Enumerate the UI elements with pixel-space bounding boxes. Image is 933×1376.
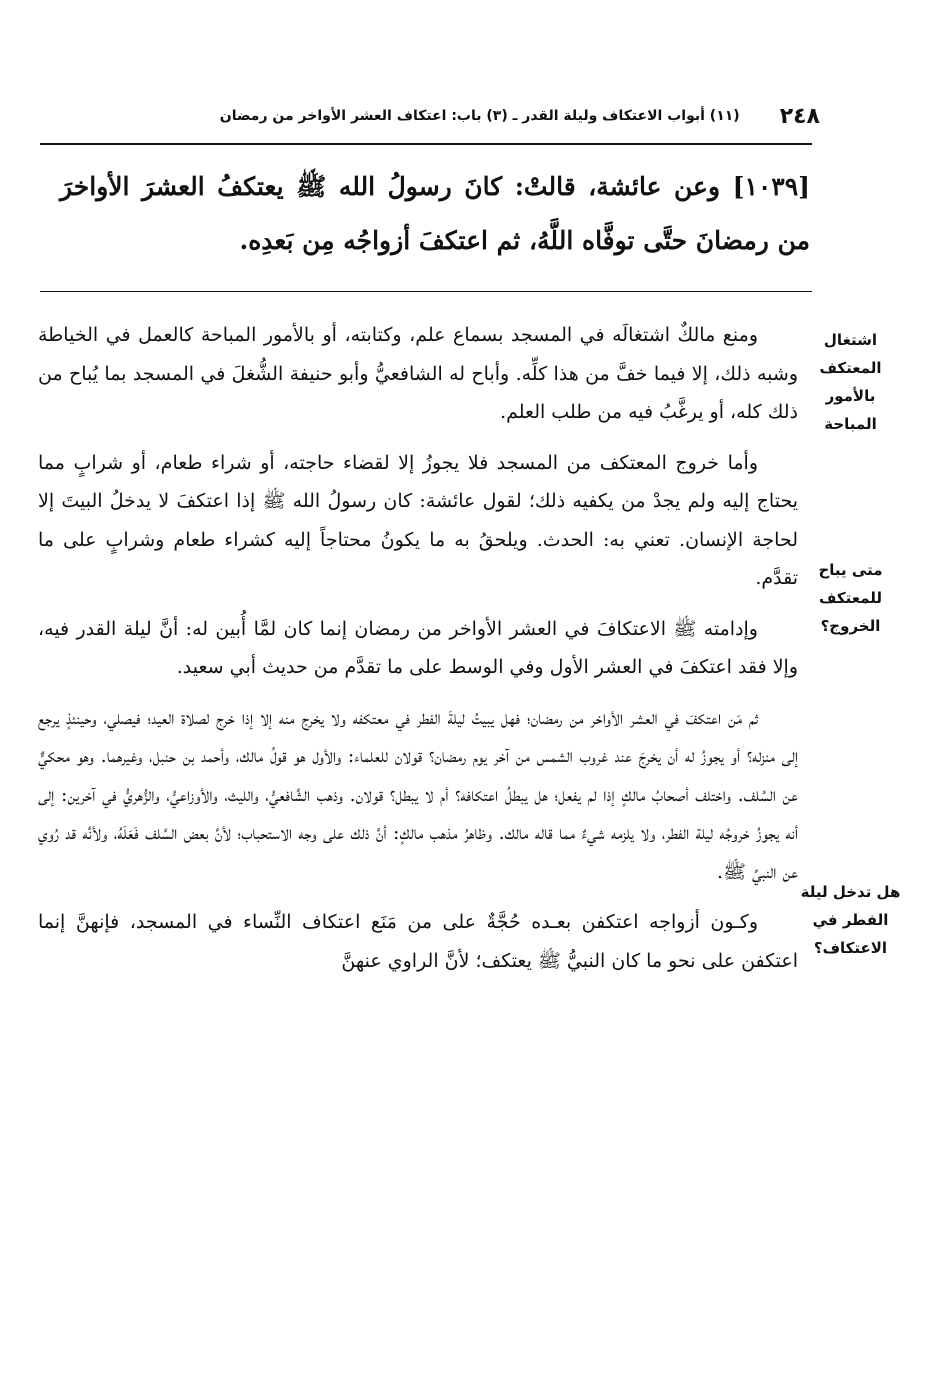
commentary bbox=[38, 316, 798, 992]
paragraph: ومنع مالكٌ اشتغالَه في المسجد بسماع علم، وكتابته، أو بالأمور المباحة كالعمل في الخياطة وشبه ذلك، إلا فيما خفَّ من هذا كلِّه. وأباح له الشافعيُّ وأبو حنيفة الشُّغلَ في المسجد بما يُباح من ذلك كله، أو يرغَّبُ فيه من طلب العلم. bbox=[38, 324, 798, 423]
hadith-text: [١٠٣٩] وعن عائشة، قالتْ: كانَ رسولُ الله ﷺ يعتكفُ العشرَ الأواخرَ من رمضانَ حتَّى توفَّاه اللَّهُ، ثم اعتكفَ أزواجُه مِن بَعدِه. bbox=[60, 172, 810, 255]
paragraph: وأما خروج المعتكف من المسجد فلا يجوزُ إلا لقضاء حاجته، أو شراء طعام، أو شرابٍ مما يحتاج إليه ولم يجدْ من يكفيه ذلك؛ لقول عائشة: كان رسولُ الله ﷺ إذا اعتكفَ لا يدخلُ البيتَ إلا لحاجة الإنسان. تعني به: الحدث. ويلحقُ به ما يكونُ محتاجاً إليه كشراء طعام وشرابٍ على ما تقدَّم. bbox=[38, 451, 798, 589]
section-rule bbox=[40, 291, 812, 292]
header-rule bbox=[40, 143, 812, 145]
paragraph: ثم مَن اعتكفَ في العشر الأواخر من رمضان؛ فهل يبيتُ ليلةَ الفطر في معتكفه ولا يخرج منه إلا إذا خرج لصلاة العيد؛ فيصلي، وحينئذٍ يرجع إلى منزله؟ أو يجوزُ له أن يخرجَ عند غروب الشمس من آخر يوم رمضان؟ قولان للعلماء: والأول هو قولُ مالك، وأحمد بن حنبل، وغيرهما. وهو محكيٌّ عن السَّلف. واختلف أصحابُ مالكٍ إذا لم يفعل؛ هل يبطلُ اعتكافه؟ أم لا يبطل؟ قولان. وذهب الشَّافعيُّ، والليث، والأوزاعيُّ، والزُّهريُّ في آخرين: إلى أنه يجوزُ خروجُه ليلة الفطر، ولا يلزمه شيءٌ مما قاله مالك. وظاهرُ مذهب مالكٍ: أنَّ ذلك على وجه الاستحباب؛ لأنَّ بعض السَّلف فَعَلَهُ، ولأنَّه قد رُوي عن النبيِّ ﷺ. bbox=[38, 706, 798, 883]
margin-note-fitr-night: هل تدخل ليلة الفطر في الاعتكاف؟ bbox=[800, 883, 901, 957]
page-number: ٢٤٨ bbox=[779, 103, 820, 129]
margin-note-leaving: متى يباح للمعتكف الخروج؟ bbox=[818, 561, 883, 635]
running-head: (١١) أبواب الاعتكاف وليلة القدر ـ (٣) باب: اعتكاف العشر الأواخر من رمضان bbox=[219, 108, 740, 124]
margin-note-permitted-matters: اشتغال المعتكف بالأمور المباحة bbox=[819, 331, 882, 433]
paragraph: وكـون أزواجه اعتكفن بعـده حُجَّةٌ على من مَنَع اعتكاف النِّساء في المسجد، فإنهنَّ إنما اعتكفن على نحو ما كان النبيُّ ﷺ يعتكف؛ لأنَّ الراوي عنهنَّ bbox=[38, 911, 798, 972]
paragraph: وإدامته ﷺ الاعتكافَ في العشر الأواخر من رمضان إنما كان لمَّا أُبين له: أنَّ ليلة القدر فيه، وإلا فقد اعتكفَ في العشر الأول وفي الوسط على ما تقدَّم من حديث أبي سعيد. bbox=[38, 617, 798, 678]
page-header bbox=[40, 92, 820, 140]
